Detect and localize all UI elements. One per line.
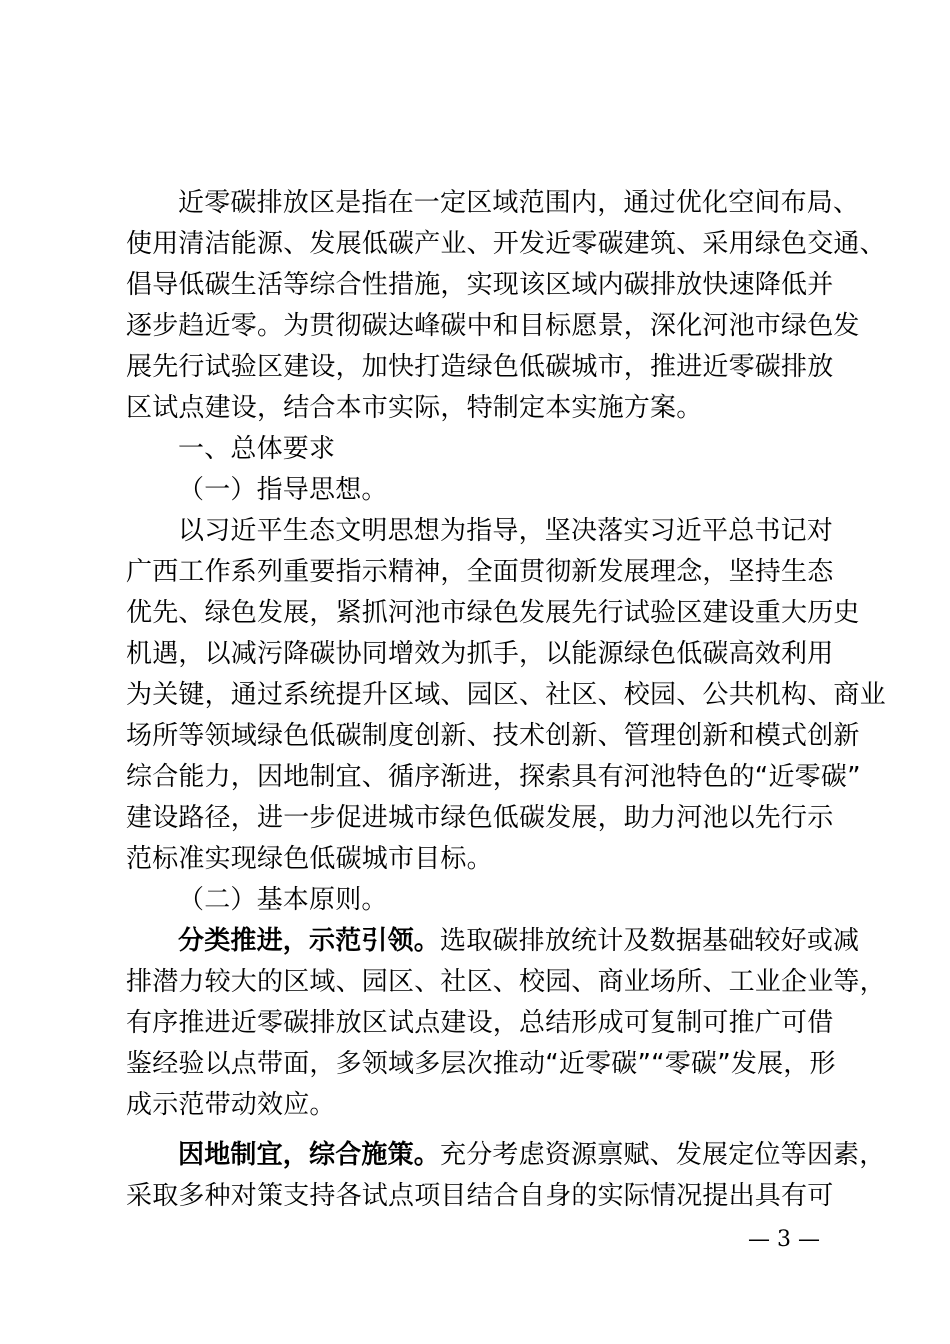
principle-line [178, 923, 883, 959]
paragraph-line: 以习近平生态文明思想为指导，坚决落实习近平总书记对 [178, 516, 834, 546]
paragraph-line: 使用清洁能源、发展低碳产业、开发近零碳建筑、采用绿色交通、 [126, 229, 886, 259]
section-heading: 一、总体要求 [178, 434, 336, 464]
paragraph-line: 采取多种对策支持各试点项目结合自身的实际情况提出具有可 [126, 1181, 834, 1211]
paragraph-line: 展先行试验区建设，加快打造绿色低碳城市，推进近零碳排放 [126, 352, 834, 382]
paragraph-line: 逐步趋近零。为贯彻碳达峰碳中和目标愿景，深化河池市绿色发 [126, 311, 860, 341]
paragraph-line: 为关键，通过系统提升区域、园区、社区、校园、公共机构、商业 [126, 680, 886, 710]
principle-text: 选取碳排放统计及数据基础较好或减 [440, 926, 860, 956]
paragraph-line: 场所等领域绿色低碳制度创新、技术创新、管理创新和模式创新 [126, 721, 860, 751]
paragraph-line: 优先、绿色发展，紧抓河池市绿色发展先行试验区建设重大历史 [126, 598, 860, 628]
paragraph-line: 有序推进近零碳排放区试点建设，总结形成可复制可推广可借 [126, 1008, 834, 1038]
page-number: — 3 — [748, 1227, 820, 1252]
paragraph-line: 综合能力，因地制宜、循序渐进，探索具有河池特色的“近零碳” [126, 762, 861, 792]
paragraph-line: 广西工作系列重要指示精神，全面贯彻新发展理念，坚持生态 [126, 557, 834, 587]
principle-heading: 分类推进，示范引领。 [178, 926, 441, 956]
paragraph-line: 倡导低碳生活等综合性措施，实现该区域内碳排放快速降低并 [126, 270, 834, 300]
paragraph-line: 排潜力较大的区域、园区、社区、校园、商业场所、工业企业等， [126, 967, 886, 997]
subsection-heading: （二）基本原则。 [178, 885, 388, 915]
paragraph-line: 成示范带动效应。 [126, 1090, 336, 1120]
subsection-heading: （一）指导思想。 [178, 475, 388, 505]
paragraph-line: 建设路径，进一步促进城市绿色低碳发展，助力河池以先行示 [126, 803, 834, 833]
paragraph-line: 机遇，以减污降碳协同增效为抓手，以能源绿色低碳高效利用 [126, 639, 834, 669]
principle-text: 充分考虑资源禀赋、发展定位等因素， [440, 1140, 886, 1170]
principle-line [178, 1137, 886, 1173]
principle-heading: 因地制宜，综合施策。 [178, 1140, 441, 1170]
paragraph-line: 近零碳排放区是指在一定区域范围内，通过优化空间布局、 [178, 188, 860, 218]
paragraph-line: 鉴经验以点带面，多领域多层次推动“近零碳”“零碳”发展，形 [126, 1049, 836, 1079]
paragraph-line: 区试点建设，结合本市实际，特制定本实施方案。 [126, 393, 703, 423]
paragraph-line: 范标准实现绿色低碳城市目标。 [126, 844, 493, 874]
